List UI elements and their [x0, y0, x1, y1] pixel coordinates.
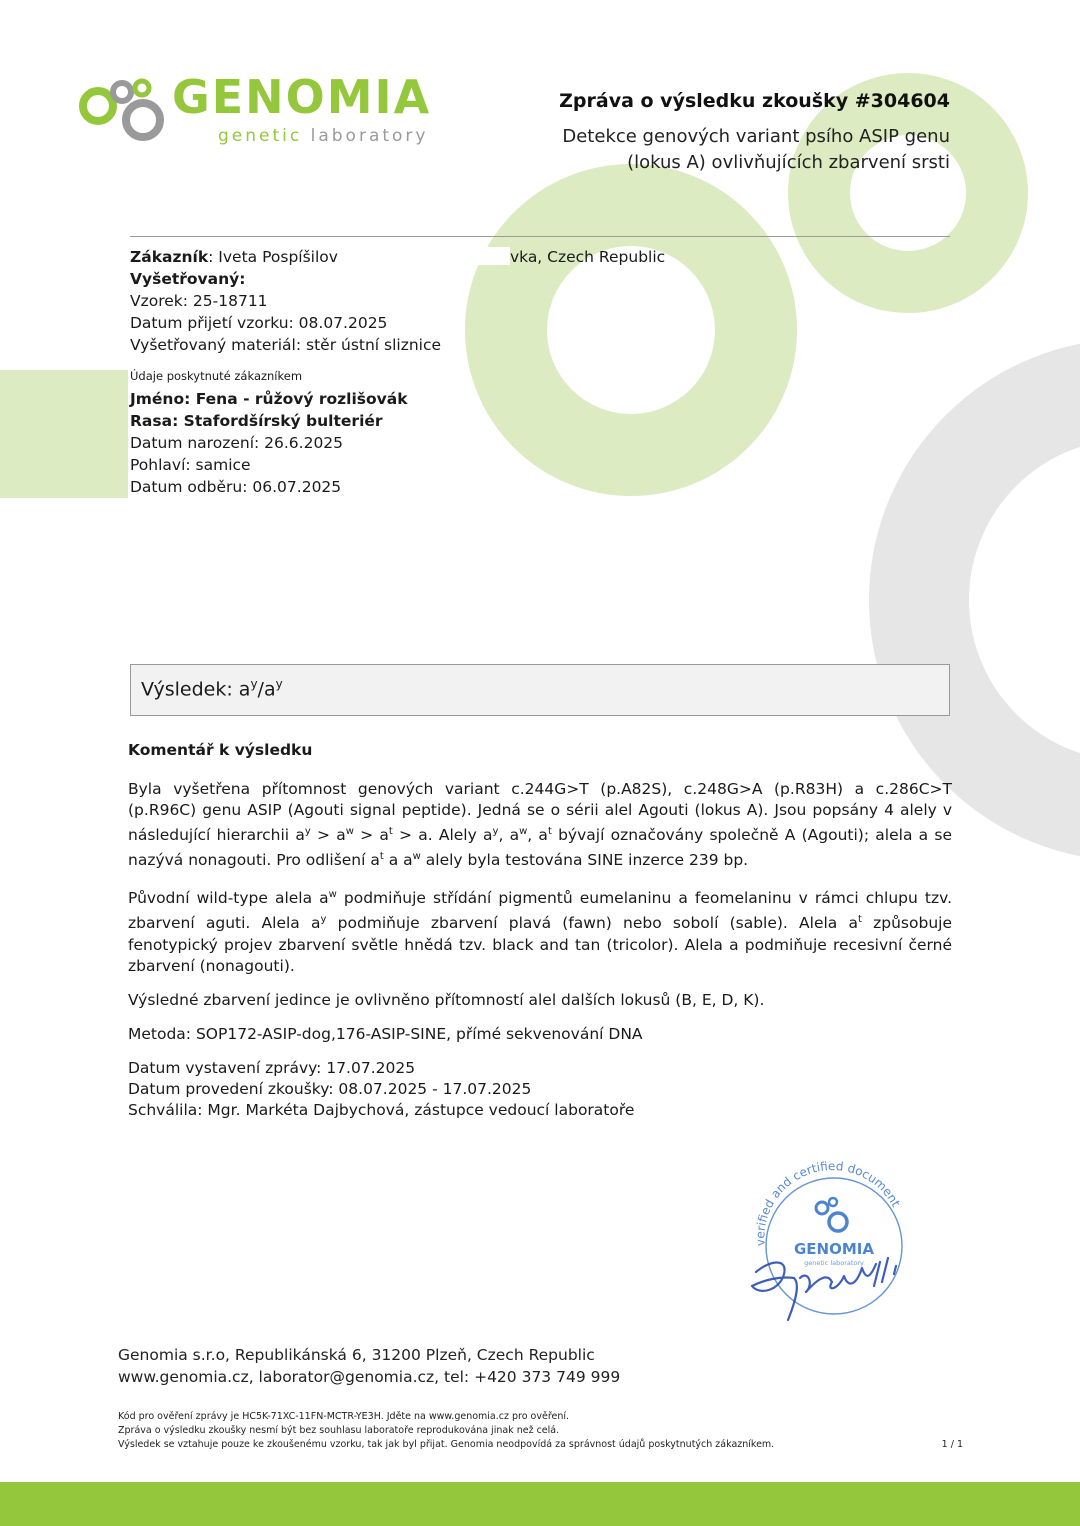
page-number: 1 / 1: [941, 1439, 963, 1450]
dog-name: Jméno: Fena - růžový rozlišovák: [130, 390, 408, 408]
dog-breed: Rasa: Stafordšírský bulteriér: [130, 412, 383, 430]
issue-date: Datum vystavení zprávy: 17.07.2025: [128, 1058, 416, 1077]
test-dates: Datum provedení zkoušky: 08.07.2025 - 17.07.2025: [128, 1079, 532, 1098]
report-meta: [128, 1058, 952, 1121]
stamp-sub: genetic laboratory: [804, 1259, 864, 1267]
birth-date: Datum narození: 26.6.2025: [130, 434, 344, 452]
logo-wordmark: GENOMIA: [172, 70, 432, 124]
received-date: Datum přijetí vzorku: 08.07.2025: [130, 314, 388, 332]
result-comment: [128, 740, 952, 1121]
stamp-ring-text: verified and certified document: [753, 1159, 903, 1247]
stamp-logo-icon: [816, 1198, 847, 1231]
signature-mark: [752, 1258, 896, 1320]
liability-note: Výsledek se vztahuje pouze ke zkoušenému vzorku, tak jak byl přijat. Genomia neodpovídá za správnost údajů poskytnutých zákazníkem.: [118, 1439, 775, 1450]
footer-address: Genomia s.r.o, Republikánská 6, 31200 Plzeň, Czech Republic www.genomia.cz, laborator@genomia.cz, tel: +420 373 749 999: [118, 1346, 621, 1386]
footer-contact: www.genomia.cz, laborator@genomia.cz, tel: +420 373 749 999: [118, 1368, 621, 1386]
material: Vyšetřovaný materiál: stěr ústní sliznice: [130, 336, 442, 354]
collection-date: Datum odběru: 06.07.2025: [130, 478, 342, 496]
comment-paragraph-1: Byla vyšetřena přítomnost genových variant c.244G>T (p.A82S), c.248G>A (p.R83H) a c.286C>T (p.R96C) genu ASIP (Agouti signal peptide). Jedná se o sérii alel Agouti (lokus A). Jsou popsány 4 alely v následující hierarchii $a^y > a^w > a^t > a$. Alely $a^y$, $a^w$, $a^t$ bývají označovány společně A (Agouti); alela a se nazývá nonagouti. Pro odlišení $a^t$ a $a^w$ alely byla testována SINE inzerce 239 bp.: [128, 780, 953, 870]
report-title: Zpráva o výsledku zkoušky #304604: [559, 90, 950, 112]
sample-info: [130, 246, 950, 498]
footer-fine-print: [118, 1410, 963, 1452]
header-divider: [130, 236, 950, 237]
customer-line: Zákazník: Iveta Pospíšilov vka, Czech Republic: [130, 248, 666, 266]
report-subtitle: Detekce genových variant psího ASIP genu (lokus A) ovlivňujících zbarvení srsti: [562, 126, 950, 173]
customer-provided-note: Údaje poskytnuté zákazníkem: [130, 369, 303, 383]
reproduction-note: Zpráva o výsledku zkoušky nesmí být bez souhlasu laboratoře reprodukována jinak než celá.: [118, 1425, 560, 1436]
green-side-block: [0, 370, 128, 498]
comment-paragraph-3: Výsledné zbarvení jedince je ovlivněno přítomností alel dalších lokusů (B, E, D, K).: [128, 990, 765, 1009]
verification-code-note: Kód pro ověření zprávy je HC5K-71XC-11FN-MCTR-YE3H. Jděte na www.genomia.cz pro ověření.: [118, 1411, 570, 1422]
approved-by: Schválila: Mgr. Markéta Dajbychová, zástupce vedoucí laboratoře: [128, 1100, 635, 1119]
genomia-logo: [78, 72, 468, 164]
certification-stamp: [730, 1150, 930, 1330]
result-box: Výsledek: $a^y/a^y$: [130, 664, 950, 716]
sample-id: Vzorek: 25-18711: [130, 292, 268, 310]
examined-label: Vyšetřovaný:: [130, 270, 246, 288]
sex: Pohlaví: samice: [130, 456, 251, 474]
stamp-brand: GENOMIA: [794, 1240, 874, 1258]
logo-tagline: genetic laboratory: [218, 126, 429, 146]
logo-circles-icon: [78, 72, 170, 164]
redacted-block: [338, 247, 510, 265]
comment-heading: Komentář k výsledku: [128, 741, 313, 759]
method-line: Metoda: SOP172-ASIP-dog,176-ASIP-SINE, přímé sekvenování DNA: [128, 1024, 643, 1043]
bottom-green-bar: [0, 1482, 1080, 1526]
comment-paragraph-2: Původní wild-type alela $a^w$ podmiňuje střídání pigmentů eumelaninu a feomelaninu v rámci chlupu tzv. zbarvení aguti. Alela $a^y$ podmiňuje zbarvení plavá (fawn) nebo sobolí (sable). Alela $a^t$ způsobuje fenotypický projev zbarvení světle hnědá tzv. black and tan (tricolor). Alela a podmiňuje recesivní černé zbarvení (nonagouti).: [128, 889, 952, 975]
report-header: [490, 88, 950, 176]
